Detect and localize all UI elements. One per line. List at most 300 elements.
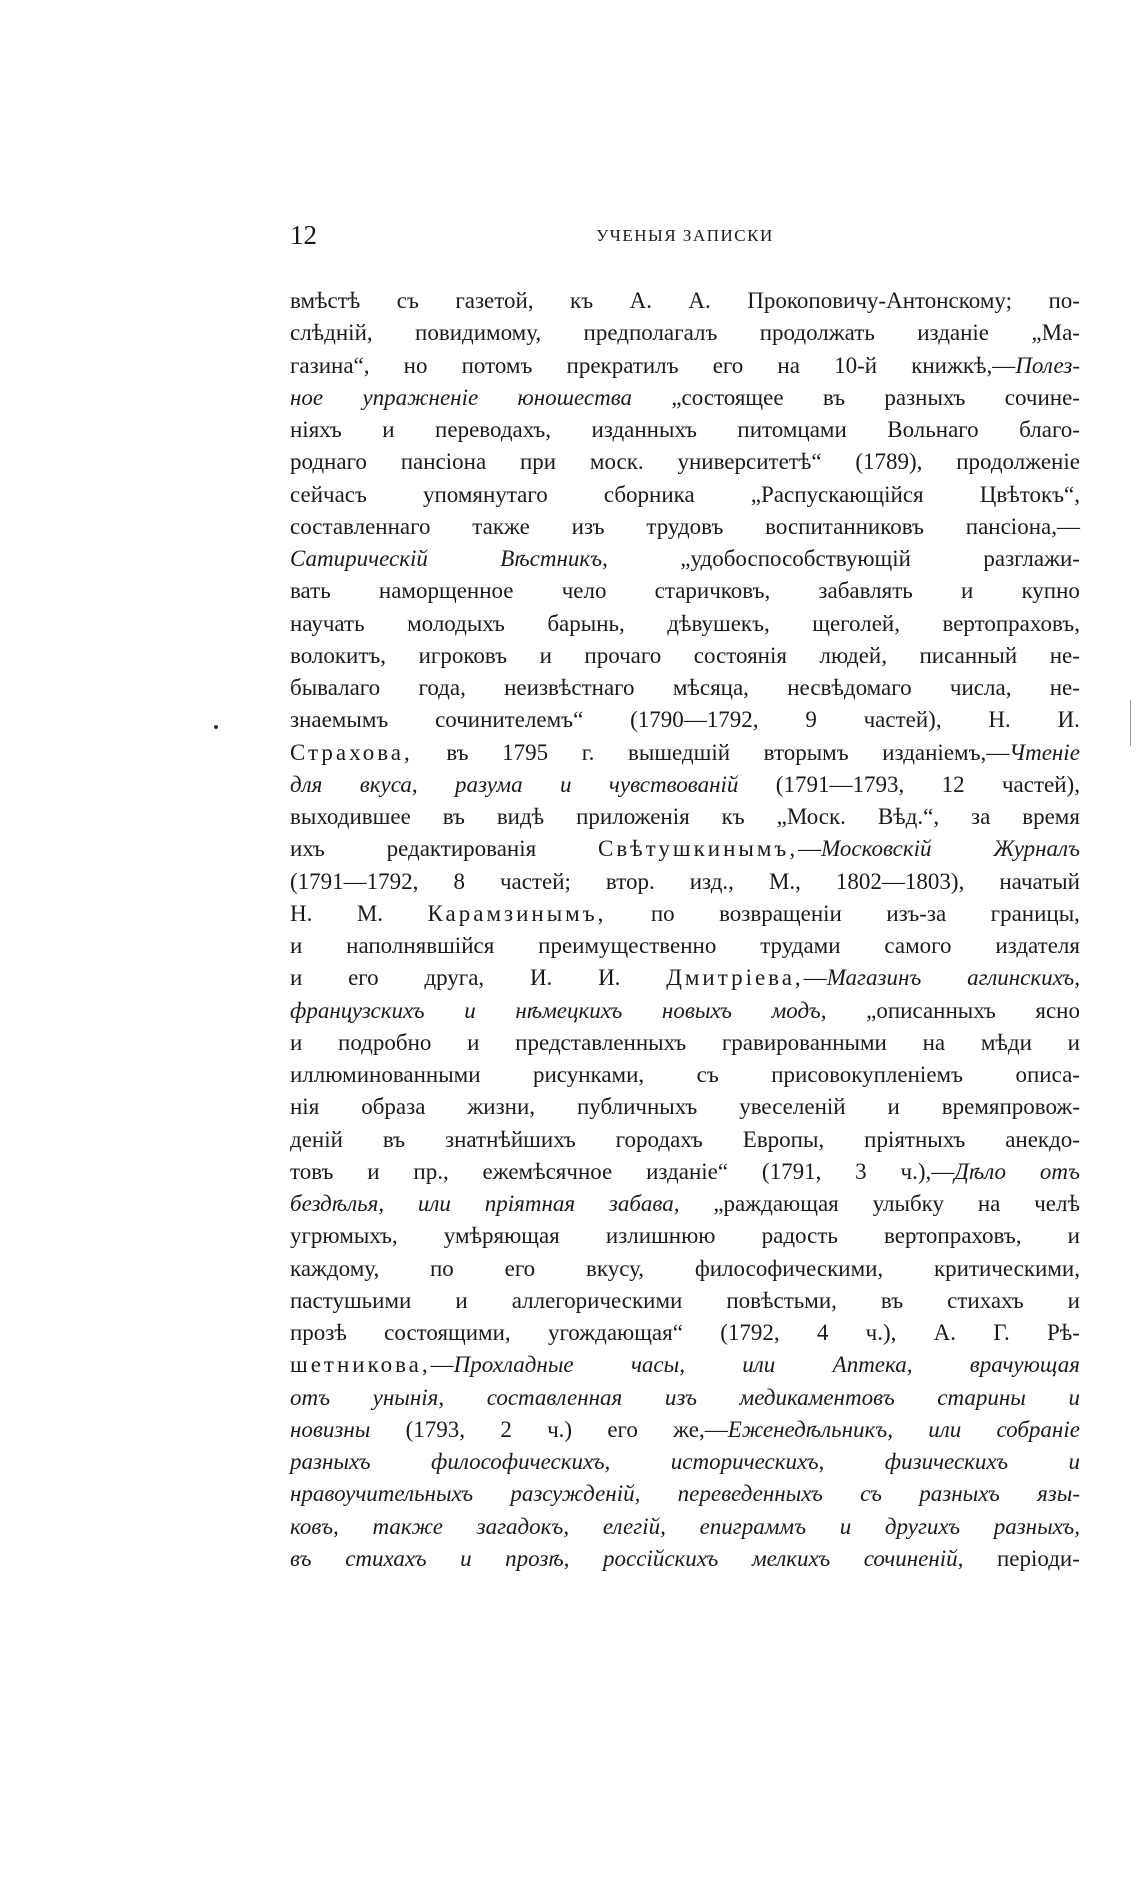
- text-run: неизвѣстнаго: [504, 675, 635, 700]
- text-run: умѣряющая: [443, 1223, 560, 1249]
- text-run: Н.: [290, 900, 313, 926]
- word: [290, 962, 302, 994]
- word: [665, 1382, 697, 1414]
- text-run: модъ,: [771, 997, 827, 1023]
- word: [290, 511, 430, 543]
- text-run: аллегорическими: [511, 1287, 683, 1313]
- word: [455, 769, 523, 801]
- word: [739, 1091, 845, 1123]
- word: [817, 1317, 829, 1349]
- body-text: [290, 285, 1080, 1575]
- text-run: А.: [933, 1320, 957, 1345]
- word: [1037, 1478, 1080, 1510]
- text-run: угрюмыхъ,: [290, 1223, 398, 1249]
- text-run: каждому,: [290, 1255, 380, 1281]
- text-run: отъ: [290, 1384, 331, 1410]
- text-run: или: [417, 1191, 451, 1216]
- text-run: (1789),: [855, 449, 923, 475]
- text-run: пансіона,—: [965, 513, 1080, 539]
- word: [855, 446, 922, 478]
- text-run: —: [798, 836, 822, 862]
- page-header: [290, 220, 1080, 260]
- word: [677, 446, 821, 478]
- word: [418, 1188, 451, 1220]
- text-run: друга,: [424, 965, 485, 991]
- word: [878, 801, 939, 833]
- text-run: моск.: [589, 449, 644, 475]
- word: [651, 898, 675, 930]
- word: [765, 511, 924, 543]
- text-run: научать: [290, 610, 365, 636]
- word: [606, 866, 655, 898]
- text-run: изданныхъ: [591, 417, 697, 442]
- word: [477, 1511, 570, 1543]
- word: [290, 1543, 312, 1575]
- word: [713, 350, 744, 382]
- text-run: 4: [816, 1320, 829, 1345]
- word: [678, 1478, 823, 1510]
- text-run: его: [712, 352, 744, 378]
- text-run: нія: [290, 1094, 320, 1120]
- word: [338, 1027, 431, 1059]
- text-run: ніяхъ: [290, 417, 342, 442]
- text-run: упомянутаго: [423, 481, 548, 507]
- text-run: излишнюю: [605, 1223, 716, 1249]
- text-run: знатнѣйшихъ: [445, 1126, 576, 1152]
- word: [713, 1188, 838, 1220]
- word: [1005, 382, 1080, 414]
- text-run: числа,: [949, 675, 1012, 700]
- word: [1019, 414, 1080, 446]
- text-run: А.: [629, 288, 652, 313]
- text-run: и: [290, 933, 303, 958]
- text-run: не-: [1049, 642, 1080, 668]
- word: [887, 414, 978, 446]
- text-run: роднаго: [290, 449, 367, 475]
- text-run: Вольнаго: [887, 417, 979, 442]
- word: [345, 1543, 426, 1575]
- word: [999, 866, 1080, 898]
- word: [455, 285, 533, 317]
- text-line: [290, 414, 1080, 446]
- text-run: несвѣдомаго: [787, 675, 912, 700]
- text-run: другихъ: [884, 1513, 961, 1539]
- text-run: 10-й: [834, 352, 878, 378]
- word: [1050, 640, 1080, 672]
- word: [885, 1511, 960, 1543]
- text-run: повѣстьми,: [726, 1287, 837, 1313]
- text-run: газетой,: [455, 288, 534, 313]
- word: [609, 1188, 680, 1220]
- text-run: изъ-за: [886, 900, 947, 926]
- word: [631, 1349, 685, 1381]
- text-line: [290, 833, 1080, 865]
- word: [290, 1059, 481, 1091]
- word: [360, 769, 418, 801]
- text-run: городахъ: [615, 1126, 703, 1152]
- word: [538, 930, 716, 962]
- text-run: физическихъ: [884, 1449, 1009, 1474]
- text-line: [290, 1156, 1080, 1188]
- word: [771, 1059, 963, 1091]
- word: [764, 737, 849, 769]
- word: [720, 1317, 779, 1349]
- word: [777, 350, 800, 382]
- word: [446, 737, 468, 769]
- text-run: частей;: [499, 868, 571, 894]
- text-run: вертопраховъ,: [884, 1223, 1022, 1249]
- text-run: —: [430, 1352, 454, 1378]
- text-run: потомъ: [461, 352, 533, 378]
- text-run: частей),: [863, 707, 942, 733]
- word: [1047, 1317, 1080, 1349]
- text-run: унынія,: [372, 1384, 445, 1410]
- text-run: мѣсяца,: [672, 675, 749, 700]
- word: [419, 640, 507, 672]
- text-line: [290, 1414, 1080, 1446]
- word: [346, 930, 494, 962]
- word: [590, 446, 644, 478]
- running-title: УЧЕНЫЯ ЗАПИСКИ: [596, 226, 774, 245]
- text-run: наполнявшійся: [346, 933, 495, 958]
- text-run: (1791—1792,: [290, 868, 419, 894]
- text-run: рисунками,: [533, 1062, 645, 1087]
- word: [700, 1511, 806, 1543]
- word: [290, 479, 367, 511]
- word: [833, 1349, 913, 1381]
- text-run: состоящими,: [384, 1320, 511, 1345]
- text-run: къ: [721, 804, 745, 829]
- word: [290, 350, 370, 382]
- text-run: же,—: [673, 1416, 728, 1442]
- text-run: сочине-: [1004, 384, 1080, 410]
- word: [971, 801, 990, 833]
- word: [290, 575, 331, 607]
- word: [603, 1543, 718, 1575]
- text-run: мелкихъ: [751, 1545, 831, 1571]
- text-run: предполагалъ: [583, 320, 718, 346]
- word: [290, 1220, 398, 1252]
- word: [719, 898, 842, 930]
- text-run: его: [504, 1255, 536, 1281]
- word: [805, 704, 817, 736]
- word: [485, 1188, 575, 1220]
- word: [942, 1091, 1080, 1123]
- word: [510, 1478, 640, 1510]
- word: [1048, 285, 1079, 317]
- text-run: вкуса,: [359, 771, 418, 797]
- text-run: критическими,: [933, 1255, 1080, 1281]
- text-run: трудами: [760, 933, 841, 958]
- word: [362, 382, 478, 414]
- text-run: улыбку: [872, 1191, 945, 1216]
- text-run: ч.),: [865, 1320, 897, 1345]
- text-run: изданіе: [917, 320, 990, 346]
- text-run: часы,: [630, 1352, 685, 1378]
- word: [424, 962, 484, 994]
- text-run: разума: [454, 771, 523, 797]
- text-run: продолженіе: [956, 449, 1080, 475]
- text-run: (1790—1792,: [630, 707, 759, 733]
- text-run: прочаго: [584, 642, 662, 668]
- word: [769, 866, 801, 898]
- word: [505, 1543, 569, 1575]
- word: [864, 1124, 965, 1156]
- text-run: Г.: [993, 1320, 1010, 1345]
- text-run: и: [839, 1513, 852, 1539]
- word: [502, 737, 548, 769]
- text-run: и: [960, 578, 974, 604]
- word: [515, 1027, 686, 1059]
- text-run: язы-: [1037, 1481, 1080, 1507]
- text-run: и: [290, 1029, 303, 1055]
- text-run: ч.),—: [900, 1158, 955, 1184]
- word: [776, 769, 904, 801]
- text-run: забавлять: [818, 578, 913, 604]
- word: [680, 543, 911, 575]
- word: [726, 1285, 837, 1317]
- text-run: анекдо-: [1005, 1126, 1080, 1152]
- text-run: „Ма-: [1031, 320, 1080, 346]
- word: [864, 704, 942, 736]
- text-run: игроковъ: [418, 642, 508, 668]
- text-run: Страхова,: [290, 739, 413, 765]
- text-run: старичковъ,: [654, 578, 771, 604]
- word: [460, 1543, 472, 1575]
- word: [1040, 1156, 1080, 1188]
- text-run: самого: [884, 933, 952, 958]
- word: [812, 608, 900, 640]
- word: [290, 737, 413, 769]
- word: [290, 1511, 339, 1543]
- word: [290, 1446, 371, 1478]
- text-line: [290, 285, 1080, 317]
- word: [1069, 1446, 1081, 1478]
- word: [934, 1253, 1080, 1285]
- word: [762, 1220, 838, 1252]
- word: [540, 640, 552, 672]
- word: [1035, 995, 1080, 1027]
- word: [290, 930, 302, 962]
- text-run: въ: [442, 804, 465, 829]
- word: [662, 995, 732, 1027]
- word: [864, 1543, 964, 1575]
- word: [928, 1414, 961, 1446]
- word: [598, 962, 620, 994]
- page-number: 12: [290, 220, 317, 250]
- word: [740, 1382, 895, 1414]
- text-run: (1793,: [405, 1416, 466, 1442]
- text-line: [290, 479, 1080, 511]
- text-run: переводахъ,: [435, 417, 551, 442]
- text-run: изд.,: [689, 868, 734, 894]
- text-run: нѣмецкихъ: [515, 997, 623, 1023]
- word: [430, 1253, 454, 1285]
- word: [688, 285, 710, 317]
- text-run: 12: [941, 771, 965, 797]
- text-run: сочинителемъ“: [435, 707, 584, 733]
- word: [530, 962, 552, 994]
- text-run: и: [1068, 1449, 1080, 1474]
- text-run: времяпровож-: [941, 1094, 1080, 1120]
- word: [966, 511, 1080, 543]
- text-run: и: [1068, 1384, 1080, 1410]
- text-line: [290, 1317, 1080, 1349]
- text-run: увеселеній: [739, 1094, 846, 1120]
- word: [367, 1156, 379, 1188]
- text-run: „состоящее: [671, 384, 784, 410]
- word: [673, 672, 749, 704]
- word: [415, 317, 541, 349]
- text-run: Сатирическій: [290, 546, 428, 571]
- text-run: ч.): [547, 1416, 573, 1442]
- text-run: въ: [880, 1287, 904, 1313]
- text-run: на: [777, 352, 800, 378]
- text-run: составленнаго: [290, 513, 431, 539]
- word: [290, 1027, 302, 1059]
- text-run: или: [928, 1416, 962, 1442]
- word: [290, 1188, 384, 1220]
- word: [697, 1059, 719, 1091]
- word: [1022, 801, 1080, 833]
- word: [630, 704, 758, 736]
- text-run: продолжать: [759, 320, 875, 346]
- text-run: въ: [290, 1545, 312, 1571]
- word: [357, 898, 383, 930]
- text-line: [290, 1059, 1080, 1091]
- text-run: аглинскихъ,: [967, 965, 1080, 991]
- text-run: вертопраховъ,: [942, 610, 1080, 636]
- text-run: (1792,: [720, 1320, 780, 1345]
- word: [671, 382, 783, 414]
- word: [947, 1285, 1024, 1317]
- word: [834, 350, 877, 382]
- text-line: [290, 930, 1080, 962]
- text-run: 3: [855, 1158, 867, 1184]
- word: [455, 1285, 467, 1317]
- word: [742, 1349, 775, 1381]
- word: [562, 575, 607, 607]
- text-run: людей,: [819, 642, 887, 668]
- text-run: повидимому,: [415, 320, 542, 346]
- word: [464, 995, 476, 1027]
- text-run: юношества: [517, 384, 633, 410]
- word: [961, 575, 973, 607]
- word: [630, 285, 652, 317]
- text-run: присовокупленіемъ: [771, 1062, 963, 1087]
- word: [671, 1446, 825, 1478]
- text-run: медикаментовъ: [739, 1384, 895, 1410]
- word: [467, 1027, 479, 1059]
- word: [1068, 1285, 1080, 1317]
- text-run: Полез-: [1015, 352, 1080, 378]
- word: [881, 1285, 903, 1317]
- text-run: пр.,: [413, 1158, 449, 1184]
- text-line: [290, 866, 1080, 898]
- text-run: и: [367, 1158, 380, 1184]
- word: [901, 1156, 1007, 1188]
- word: [628, 737, 730, 769]
- text-run: вать: [290, 578, 331, 604]
- word: [290, 1091, 319, 1123]
- word: [290, 414, 342, 446]
- word: [667, 608, 770, 640]
- word: [1031, 317, 1080, 349]
- text-run: россійскихъ: [603, 1545, 719, 1571]
- text-run: изданіе“: [646, 1158, 729, 1184]
- word: [290, 866, 418, 898]
- text-line: [290, 1446, 1080, 1478]
- word: [591, 414, 696, 446]
- text-run: и: [539, 642, 552, 668]
- word: [290, 898, 312, 930]
- word: [401, 446, 486, 478]
- text-run: врачующая: [969, 1352, 1080, 1378]
- text-run: „Моск.: [776, 804, 846, 829]
- text-run: загадокъ,: [476, 1513, 570, 1539]
- word: [372, 1511, 442, 1543]
- word: [747, 285, 1012, 317]
- text-run: Журналъ: [993, 836, 1080, 862]
- word: [920, 640, 1018, 672]
- text-run: описа-: [1015, 1062, 1080, 1087]
- text-line: [290, 575, 1080, 607]
- text-run: чело: [561, 578, 607, 604]
- text-run: наморщенное: [378, 578, 514, 604]
- word: [886, 898, 946, 930]
- word: [943, 608, 1080, 640]
- text-line: [290, 446, 1080, 478]
- text-line: [290, 995, 1080, 1027]
- word: [361, 1091, 425, 1123]
- word: [435, 704, 583, 736]
- word: [383, 1124, 405, 1156]
- text-run: при: [519, 449, 557, 475]
- text-run: благо-: [1019, 417, 1080, 442]
- text-run: бездѣлья,: [290, 1191, 385, 1216]
- word: [934, 1317, 956, 1349]
- text-run: елегій,: [602, 1513, 666, 1539]
- word: [373, 1382, 444, 1414]
- text-run: новыхъ: [661, 997, 732, 1023]
- word: [607, 1414, 638, 1446]
- text-run: М.,: [768, 868, 801, 894]
- word: [866, 995, 996, 1027]
- text-run: изъ: [571, 513, 605, 539]
- text-run: Еженедѣльникъ,: [727, 1416, 893, 1442]
- word: [836, 866, 964, 898]
- text-line: [290, 1382, 1080, 1414]
- text-run: И.: [529, 965, 553, 991]
- text-run: изъ: [664, 1384, 697, 1410]
- word: [290, 801, 411, 833]
- text-line: [290, 640, 1080, 672]
- text-run: историческихъ,: [670, 1449, 825, 1474]
- text-run: 9: [805, 707, 817, 733]
- text-run: челѣ: [1034, 1191, 1080, 1216]
- word: [751, 479, 924, 511]
- word: [384, 1317, 511, 1349]
- text-run: приложенія: [576, 804, 690, 829]
- word: [520, 446, 556, 478]
- word: [760, 930, 840, 962]
- text-run: Прохладные: [453, 1352, 574, 1378]
- word: [467, 1091, 535, 1123]
- word: [882, 737, 1080, 769]
- word: [855, 1156, 867, 1188]
- text-run: бывалаго: [290, 675, 381, 700]
- word: [772, 995, 827, 1027]
